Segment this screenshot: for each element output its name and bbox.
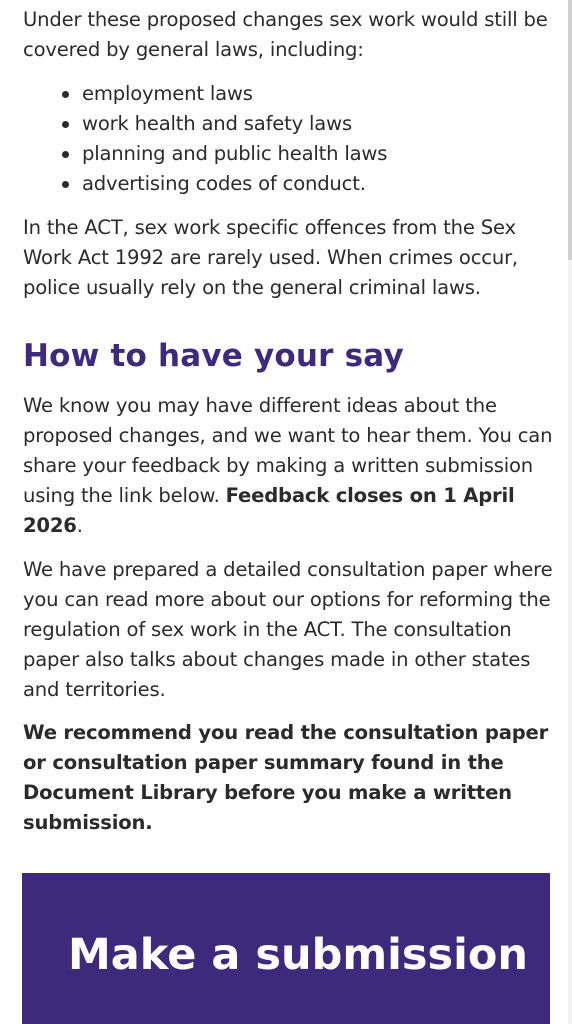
consultation-paper-paragraph: We have prepared a detailed consultation paper where you can read more about our options for reforming the regulation of sex work in the ACT. The consultation paper also talks about changes made in other states and territories. — [23, 558, 553, 701]
feedback-text: We know you may have different ideas about the proposed changes, and we want to hear them. You can share your feedback by making a written submission using the link below. — [23, 394, 553, 507]
feedback-closes-date: Feedback closes on 1 April 2026 — [23, 484, 515, 537]
list-item — [23, 109, 543, 139]
list-item-label: advertising codes of conduct. — [82, 172, 366, 195]
have-your-say-heading: How to have your say — [23, 338, 404, 374]
list-item-label: work health and safety laws — [82, 112, 352, 135]
general-laws-list — [23, 79, 543, 199]
feedback-paragraph — [23, 391, 553, 541]
make-submission-panel — [22, 873, 550, 1024]
list-item-label: employment laws — [82, 82, 253, 105]
list-item-label: planning and public health laws — [82, 142, 388, 165]
list-item — [23, 139, 543, 169]
recommendation-paragraph: We recommend you read the consultation paper or consultation paper summary found in the Document Library before you make a written submission. — [23, 721, 549, 834]
make-submission-title: Make a submission — [68, 930, 528, 980]
page-scrollbar-thumb[interactable] — [568, 0, 572, 260]
intro-paragraph: Under these proposed changes sex work would still be covered by general laws, including: — [23, 8, 548, 61]
feedback-text-end: . — [76, 514, 83, 537]
bullet-icon — [62, 151, 69, 158]
bullet-icon — [62, 121, 69, 128]
list-item — [23, 169, 543, 199]
page-scrollbar[interactable] — [568, 0, 572, 1024]
bullet-icon — [62, 181, 69, 188]
bullet-icon — [62, 91, 69, 98]
list-item — [23, 79, 543, 109]
act-offences-paragraph: In the ACT, sex work specific offences from the Sex Work Act 1992 are rarely used. When crimes occur, police usually rely on the general criminal laws. — [23, 216, 518, 299]
